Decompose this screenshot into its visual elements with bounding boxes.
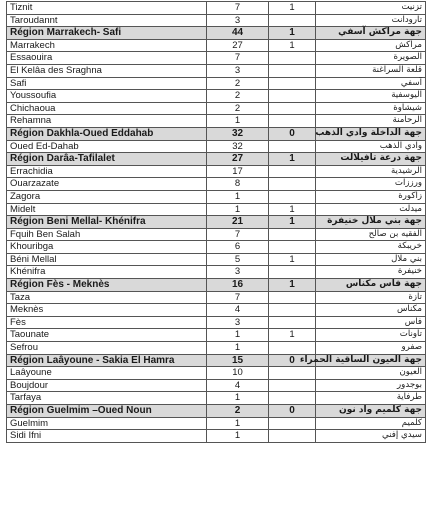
arabic-name-cell: العيون [316, 367, 426, 380]
total-cell: 1 [207, 392, 269, 405]
place-name-cell: Fquih Ben Salah [7, 228, 207, 241]
total-cell: 1 [207, 115, 269, 128]
count-cell [269, 228, 316, 241]
table-row [7, 342, 426, 355]
place-name-cell: Errachidia [7, 165, 207, 178]
count-cell [269, 417, 316, 430]
place-name-cell: Région Beni Mellal- Khénifra [7, 216, 207, 229]
total-cell: 7 [207, 52, 269, 65]
table-row [7, 367, 426, 380]
count-cell: 0 [269, 405, 316, 418]
total-cell: 15 [207, 354, 269, 367]
place-name-cell: Fès [7, 316, 207, 329]
total-cell: 3 [207, 266, 269, 279]
count-cell [269, 266, 316, 279]
count-cell [269, 52, 316, 65]
place-name-cell: Région Laâyoune - Sakia El Hamra [7, 354, 207, 367]
count-cell: 1 [269, 253, 316, 266]
total-cell: 2 [207, 405, 269, 418]
count-cell: 1 [269, 27, 316, 40]
total-cell: 4 [207, 379, 269, 392]
arabic-name-cell: تارودانت [316, 14, 426, 27]
count-cell: 1 [269, 279, 316, 292]
arabic-name-cell: جهة العيون الساقية الحمراء [316, 354, 426, 367]
region-row [7, 216, 426, 229]
arabic-name-cell: كلميم [316, 417, 426, 430]
table-row [7, 228, 426, 241]
count-cell [269, 316, 316, 329]
place-name-cell: Midelt [7, 203, 207, 216]
count-cell [269, 379, 316, 392]
count-cell [269, 178, 316, 191]
region-row [7, 153, 426, 166]
table-row [7, 2, 426, 15]
table-row [7, 316, 426, 329]
arabic-name-cell: آسفي [316, 77, 426, 90]
place-name-cell: Béni Mellal [7, 253, 207, 266]
count-cell [269, 102, 316, 115]
table-row [7, 90, 426, 103]
table-row [7, 178, 426, 191]
count-cell [269, 304, 316, 317]
count-cell: 1 [269, 329, 316, 342]
total-cell: 2 [207, 90, 269, 103]
count-cell [269, 291, 316, 304]
table-row [7, 115, 426, 128]
place-name-cell: Région Guelmim –Oued Noun [7, 405, 207, 418]
table-row [7, 379, 426, 392]
place-name-cell: Guelmim [7, 417, 207, 430]
regional-statistics-table [6, 1, 426, 443]
place-name-cell: Ouarzazate [7, 178, 207, 191]
count-cell [269, 115, 316, 128]
arabic-name-cell: طرفاية [316, 392, 426, 405]
total-cell: 3 [207, 316, 269, 329]
table-row [7, 64, 426, 77]
regional-statistics-table-container [6, 1, 425, 443]
count-cell: 1 [269, 153, 316, 166]
place-name-cell: Laâyoune [7, 367, 207, 380]
table-body [7, 2, 426, 443]
total-cell: 6 [207, 241, 269, 254]
arabic-name-cell: قلعة السراغنة [316, 64, 426, 77]
count-cell [269, 342, 316, 355]
arabic-name-cell: فاس [316, 316, 426, 329]
count-cell [269, 14, 316, 27]
arabic-name-cell: اليوسفية [316, 90, 426, 103]
count-cell [269, 64, 316, 77]
table-row [7, 14, 426, 27]
total-cell: 32 [207, 140, 269, 153]
total-cell: 7 [207, 2, 269, 15]
total-cell: 32 [207, 127, 269, 140]
arabic-name-cell: الرشيدية [316, 165, 426, 178]
place-name-cell: Youssoufia [7, 90, 207, 103]
table-row [7, 102, 426, 115]
place-name-cell: Région Fès - Meknès [7, 279, 207, 292]
place-name-cell: Chichaoua [7, 102, 207, 115]
total-cell: 3 [207, 14, 269, 27]
arabic-name-cell: ميدلت [316, 203, 426, 216]
count-cell: 0 [269, 127, 316, 140]
count-cell [269, 241, 316, 254]
table-row [7, 253, 426, 266]
region-row [7, 27, 426, 40]
place-name-cell: Khouribga [7, 241, 207, 254]
arabic-name-cell: خنيفرة [316, 266, 426, 279]
table-row [7, 203, 426, 216]
arabic-name-cell: مراكش [316, 39, 426, 52]
total-cell: 44 [207, 27, 269, 40]
place-name-cell: Zagora [7, 190, 207, 203]
arabic-name-cell: جهة كلميم واد نون [316, 405, 426, 418]
table-row [7, 329, 426, 342]
arabic-name-cell: ورززات [316, 178, 426, 191]
total-cell: 16 [207, 279, 269, 292]
table-row [7, 77, 426, 90]
arabic-name-cell: بوجدور [316, 379, 426, 392]
total-cell: 4 [207, 304, 269, 317]
place-name-cell: El Kelâa des Sraghna [7, 64, 207, 77]
arabic-name-cell: صفرو [316, 342, 426, 355]
total-cell: 21 [207, 216, 269, 229]
place-name-cell: Rehamna [7, 115, 207, 128]
total-cell: 10 [207, 367, 269, 380]
place-name-cell: Région Marrakech- Safi [7, 27, 207, 40]
place-name-cell: Taza [7, 291, 207, 304]
place-name-cell: Sidi Ifni [7, 430, 207, 443]
total-cell: 3 [207, 64, 269, 77]
region-row [7, 354, 426, 367]
arabic-name-cell: تاونات [316, 329, 426, 342]
region-row [7, 279, 426, 292]
arabic-name-cell: بني ملال [316, 253, 426, 266]
total-cell: 27 [207, 39, 269, 52]
total-cell: 1 [207, 190, 269, 203]
arabic-name-cell: الصويرة [316, 52, 426, 65]
count-cell [269, 392, 316, 405]
count-cell [269, 190, 316, 203]
count-cell: 1 [269, 39, 316, 52]
arabic-name-cell: شيشاوة [316, 102, 426, 115]
count-cell [269, 77, 316, 90]
arabic-name-cell: مكناس [316, 304, 426, 317]
table-row [7, 304, 426, 317]
place-name-cell: Essaouira [7, 52, 207, 65]
total-cell: 1 [207, 430, 269, 443]
total-cell: 5 [207, 253, 269, 266]
total-cell: 2 [207, 102, 269, 115]
table-row [7, 417, 426, 430]
count-cell [269, 90, 316, 103]
place-name-cell: Safi [7, 77, 207, 90]
table-row [7, 140, 426, 153]
count-cell: 1 [269, 216, 316, 229]
total-cell: 27 [207, 153, 269, 166]
table-row [7, 52, 426, 65]
place-name-cell: Oued Ed-Dahab [7, 140, 207, 153]
place-name-cell: Boujdour [7, 379, 207, 392]
table-row [7, 266, 426, 279]
table-row [7, 241, 426, 254]
arabic-name-cell: جهة مراكش آسفي [316, 27, 426, 40]
arabic-name-cell: تازة [316, 291, 426, 304]
place-name-cell: Taounate [7, 329, 207, 342]
count-cell [269, 367, 316, 380]
count-cell: 1 [269, 2, 316, 15]
arabic-name-cell: وادي الذهب [316, 140, 426, 153]
table-row [7, 291, 426, 304]
arabic-name-cell: تزنيت [316, 2, 426, 15]
count-cell [269, 430, 316, 443]
arabic-name-cell: جهة فاس مكناس [316, 279, 426, 292]
arabic-name-cell: الرحامنة [316, 115, 426, 128]
total-cell: 1 [207, 342, 269, 355]
total-cell: 1 [207, 203, 269, 216]
place-name-cell: Tiznit [7, 2, 207, 15]
arabic-name-cell: سيدي إفني [316, 430, 426, 443]
place-name-cell: Tarfaya [7, 392, 207, 405]
region-row [7, 127, 426, 140]
total-cell: 17 [207, 165, 269, 178]
table-row [7, 392, 426, 405]
region-row [7, 405, 426, 418]
arabic-name-cell: زاكورة [316, 190, 426, 203]
table-row [7, 190, 426, 203]
arabic-name-cell: جهة درعة تافيلالت [316, 153, 426, 166]
total-cell: 8 [207, 178, 269, 191]
place-name-cell: Marrakech [7, 39, 207, 52]
place-name-cell: Région Dakhla-Oued Eddahab [7, 127, 207, 140]
place-name-cell: Khénifra [7, 266, 207, 279]
table-row [7, 39, 426, 52]
count-cell: 0 [269, 354, 316, 367]
count-cell: 1 [269, 203, 316, 216]
arabic-name-cell: خريبكة [316, 241, 426, 254]
table-row [7, 165, 426, 178]
total-cell: 1 [207, 329, 269, 342]
table-row [7, 430, 426, 443]
arabic-name-cell: جهة الداخلة وادي الذهب [316, 127, 426, 140]
place-name-cell: Sefrou [7, 342, 207, 355]
total-cell: 1 [207, 417, 269, 430]
place-name-cell: Meknès [7, 304, 207, 317]
total-cell: 2 [207, 77, 269, 90]
arabic-name-cell: جهة بني ملال خنيفرة [316, 216, 426, 229]
count-cell [269, 140, 316, 153]
place-name-cell: Taroudannt [7, 14, 207, 27]
count-cell [269, 165, 316, 178]
total-cell: 7 [207, 228, 269, 241]
arabic-name-cell: الفقيه بن صالح [316, 228, 426, 241]
total-cell: 7 [207, 291, 269, 304]
place-name-cell: Région Darâa-Tafilalet [7, 153, 207, 166]
